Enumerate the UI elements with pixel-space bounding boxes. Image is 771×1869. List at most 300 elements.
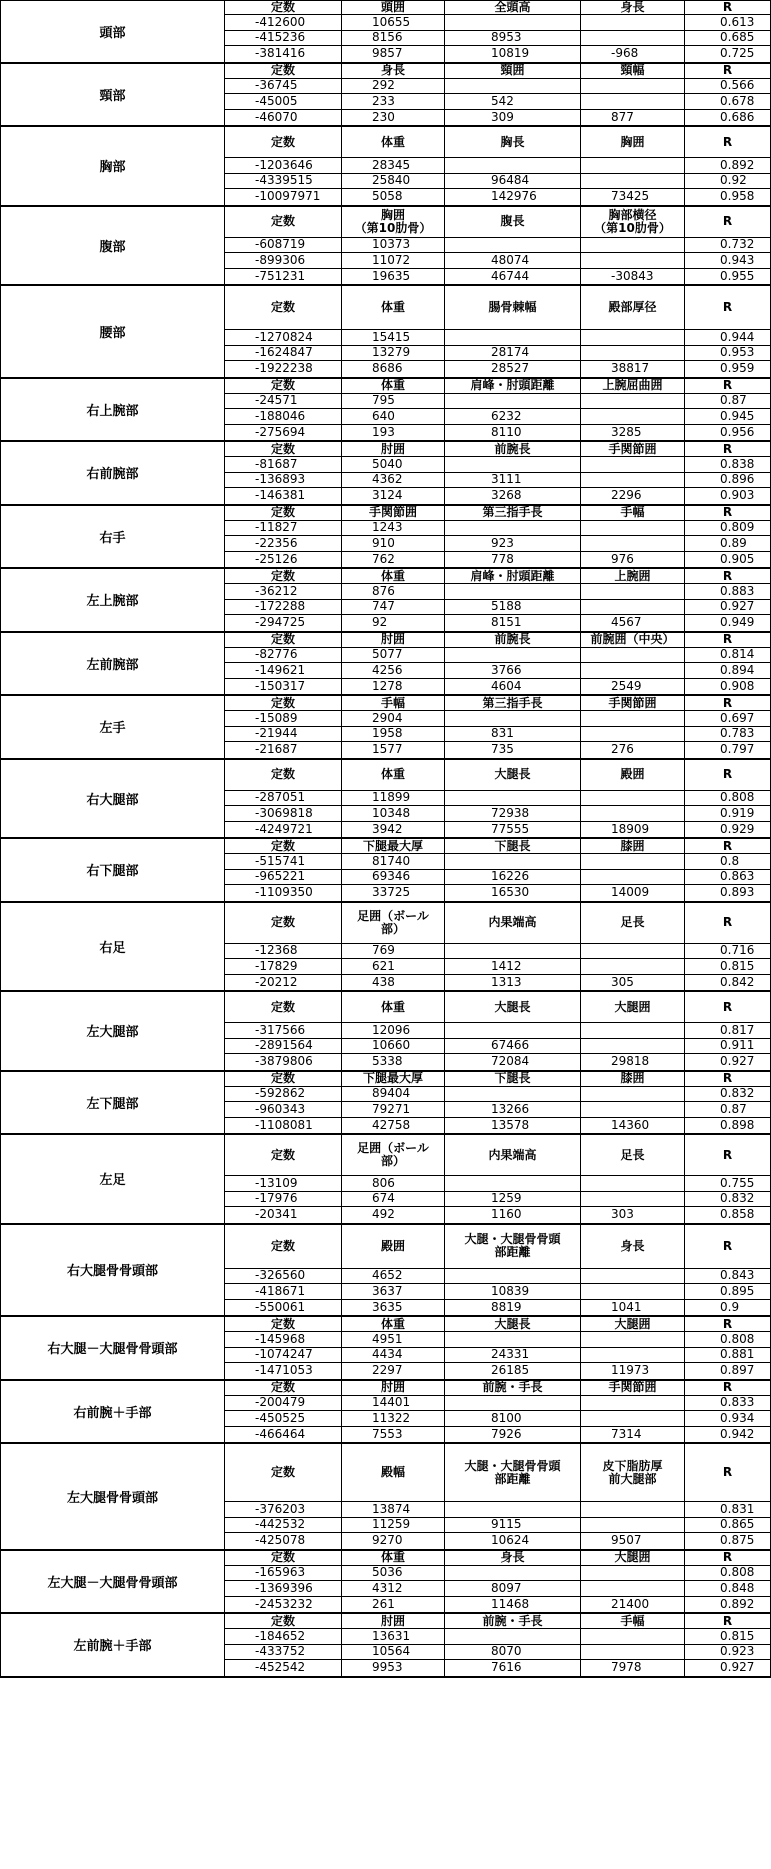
data-row bbox=[225, 361, 771, 377]
data-cell: 0.87 bbox=[685, 1102, 771, 1117]
header-row bbox=[225, 64, 771, 79]
header-row bbox=[225, 442, 771, 457]
data-cell: 674 bbox=[342, 1192, 445, 1207]
data-cell: 6232 bbox=[445, 409, 581, 424]
data-cell: 77555 bbox=[445, 822, 581, 838]
data-row bbox=[225, 1087, 771, 1103]
header-cell: 大腿・大腿骨骨頭 部距離 bbox=[445, 1225, 581, 1268]
header-cell: 膝囲 bbox=[581, 1072, 685, 1086]
data-cell bbox=[581, 394, 685, 409]
header-cell: 体重 bbox=[342, 1317, 445, 1331]
header-cell: 足長 bbox=[581, 903, 685, 943]
header-cell: 大腿・大腿骨骨頭 部距離 bbox=[445, 1444, 581, 1501]
header-cell: 胸長 bbox=[445, 127, 581, 157]
header-cell: 身長 bbox=[342, 64, 445, 78]
data-cell: 492 bbox=[342, 1207, 445, 1223]
data-cell bbox=[581, 1502, 685, 1517]
data-cell: 81740 bbox=[342, 854, 445, 869]
data-cell: 16226 bbox=[445, 870, 581, 885]
data-row bbox=[225, 1533, 771, 1549]
data-cell: 13874 bbox=[342, 1502, 445, 1517]
segment-group bbox=[0, 64, 771, 128]
data-cell: -2891564 bbox=[225, 1039, 342, 1054]
data-cell bbox=[581, 1176, 685, 1191]
data-cell: -149621 bbox=[225, 663, 342, 678]
data-cell: 0.815 bbox=[685, 1629, 771, 1644]
data-cell: 0.848 bbox=[685, 1581, 771, 1596]
data-cell: 7978 bbox=[581, 1660, 685, 1676]
data-cell: 28174 bbox=[445, 346, 581, 361]
header-cell: 下腿最大厚 bbox=[342, 839, 445, 853]
header-cell: 上腕屈曲囲 bbox=[581, 379, 685, 393]
header-cell: R bbox=[685, 1072, 771, 1086]
header-cell: 体重 bbox=[342, 1551, 445, 1565]
header-cell: 前腕・手長 bbox=[445, 1614, 581, 1628]
data-cell bbox=[581, 31, 685, 46]
header-cell: 肘囲 bbox=[342, 633, 445, 647]
data-cell bbox=[581, 1269, 685, 1284]
data-cell bbox=[445, 394, 581, 409]
data-cell: 26185 bbox=[445, 1363, 581, 1379]
data-cell: 8953 bbox=[445, 31, 581, 46]
header-cell: 手関節囲 bbox=[581, 696, 685, 710]
data-cell: -960343 bbox=[225, 1102, 342, 1117]
header-cell: 皮下脂肪厚 前大腿部 bbox=[581, 1444, 685, 1501]
data-row bbox=[225, 409, 771, 425]
data-row bbox=[225, 1300, 771, 1316]
segment-group bbox=[0, 1225, 771, 1318]
header-cell: R bbox=[685, 839, 771, 853]
data-row bbox=[225, 79, 771, 95]
data-cell: 0.809 bbox=[685, 521, 771, 536]
data-cell: 276 bbox=[581, 742, 685, 758]
data-cell: -326560 bbox=[225, 1269, 342, 1284]
data-cell: 1243 bbox=[342, 521, 445, 536]
data-cell: 10839 bbox=[445, 1284, 581, 1299]
data-cell: 9953 bbox=[342, 1660, 445, 1676]
data-cell: 0.858 bbox=[685, 1207, 771, 1223]
data-cell: -450525 bbox=[225, 1411, 342, 1426]
data-cell: 4652 bbox=[342, 1269, 445, 1284]
data-row bbox=[225, 31, 771, 47]
header-cell: 手関節囲 bbox=[581, 1381, 685, 1395]
data-cell: 0.808 bbox=[685, 1332, 771, 1347]
data-cell: 1412 bbox=[445, 959, 581, 974]
data-cell: 0.942 bbox=[685, 1427, 771, 1443]
header-cell: 手関節囲 bbox=[581, 442, 685, 456]
header-cell: 定数 bbox=[225, 1, 342, 14]
data-cell: -82776 bbox=[225, 648, 342, 663]
segment-name: 左手 bbox=[0, 696, 225, 758]
data-cell: -3879806 bbox=[225, 1054, 342, 1070]
header-row bbox=[225, 127, 771, 158]
data-cell: 0.863 bbox=[685, 870, 771, 885]
segment-name: 左大腿－大腿骨骨頭部 bbox=[0, 1551, 225, 1613]
data-cell: 89404 bbox=[342, 1087, 445, 1102]
data-cell: 10660 bbox=[342, 1039, 445, 1054]
header-row bbox=[225, 1381, 771, 1396]
data-cell: 0.842 bbox=[685, 975, 771, 991]
segment-group bbox=[0, 696, 771, 760]
data-cell bbox=[581, 409, 685, 424]
data-cell: -136893 bbox=[225, 473, 342, 488]
data-row bbox=[225, 679, 771, 695]
segment-name: 腹部 bbox=[0, 207, 225, 285]
data-cell: 0.892 bbox=[685, 158, 771, 173]
header-cell: 定数 bbox=[225, 839, 342, 853]
data-cell: 0.797 bbox=[685, 742, 771, 758]
header-cell: 前腕長 bbox=[445, 442, 581, 456]
data-cell: -200479 bbox=[225, 1396, 342, 1411]
data-row bbox=[225, 822, 771, 838]
header-cell: 足囲（ボール 部） bbox=[342, 1135, 445, 1175]
data-cell: 0.8 bbox=[685, 854, 771, 869]
data-cell: 0.927 bbox=[685, 1054, 771, 1070]
header-cell: 膝囲 bbox=[581, 839, 685, 853]
data-row bbox=[225, 1660, 771, 1676]
data-cell: 230 bbox=[342, 110, 445, 126]
data-row bbox=[225, 346, 771, 362]
header-row bbox=[225, 1072, 771, 1087]
data-cell: 4256 bbox=[342, 663, 445, 678]
header-cell: 頸幅 bbox=[581, 64, 685, 78]
data-cell: 21400 bbox=[581, 1597, 685, 1613]
data-cell bbox=[581, 806, 685, 821]
header-cell: 殿囲 bbox=[581, 760, 685, 790]
data-cell bbox=[581, 584, 685, 599]
data-cell: -22356 bbox=[225, 536, 342, 551]
header-cell: 足囲（ボール 部） bbox=[342, 903, 445, 943]
data-row bbox=[225, 1629, 771, 1645]
segment-name: 右手 bbox=[0, 506, 225, 568]
data-cell: 67466 bbox=[445, 1039, 581, 1054]
data-cell: 10819 bbox=[445, 46, 581, 62]
data-cell bbox=[445, 15, 581, 30]
header-cell: 定数 bbox=[225, 1225, 342, 1268]
data-cell bbox=[581, 870, 685, 885]
data-cell: 0.897 bbox=[685, 1363, 771, 1379]
data-cell: 7616 bbox=[445, 1660, 581, 1676]
header-cell: 定数 bbox=[225, 506, 342, 520]
header-cell: 腹長 bbox=[445, 207, 581, 237]
data-cell: -592862 bbox=[225, 1087, 342, 1102]
data-cell: 28345 bbox=[342, 158, 445, 173]
data-cell: 1958 bbox=[342, 727, 445, 742]
segment-group bbox=[0, 286, 771, 379]
data-cell bbox=[581, 663, 685, 678]
data-cell bbox=[581, 854, 685, 869]
header-cell: 定数 bbox=[225, 207, 342, 237]
data-cell: 13578 bbox=[445, 1118, 581, 1134]
data-cell: 0.831 bbox=[685, 1502, 771, 1517]
segment-name: 右大腿部 bbox=[0, 760, 225, 838]
data-cell: -968 bbox=[581, 46, 685, 62]
data-cell: 0.89 bbox=[685, 536, 771, 551]
data-cell: 2296 bbox=[581, 488, 685, 504]
header-row bbox=[225, 569, 771, 584]
data-cell bbox=[581, 94, 685, 109]
data-cell: 72084 bbox=[445, 1054, 581, 1070]
header-cell: R bbox=[685, 992, 771, 1022]
data-cell bbox=[445, 1629, 581, 1644]
data-cell: 1278 bbox=[342, 679, 445, 695]
header-cell: 体重 bbox=[342, 760, 445, 790]
data-cell bbox=[581, 1192, 685, 1207]
data-row bbox=[225, 253, 771, 269]
data-row bbox=[225, 1118, 771, 1134]
data-cell: 4434 bbox=[342, 1348, 445, 1363]
header-cell: 内果端高 bbox=[445, 1135, 581, 1175]
data-cell bbox=[581, 521, 685, 536]
data-cell: 193 bbox=[342, 425, 445, 441]
header-row bbox=[225, 1135, 771, 1176]
data-cell: -452542 bbox=[225, 1660, 342, 1676]
data-cell: 3942 bbox=[342, 822, 445, 838]
data-cell: 11322 bbox=[342, 1411, 445, 1426]
data-cell: 8100 bbox=[445, 1411, 581, 1426]
data-cell: 11899 bbox=[342, 791, 445, 806]
data-cell: 0.955 bbox=[685, 269, 771, 285]
data-cell: 0.843 bbox=[685, 1269, 771, 1284]
data-cell: 303 bbox=[581, 1207, 685, 1223]
data-row bbox=[225, 94, 771, 110]
header-cell: 大腿長 bbox=[445, 760, 581, 790]
data-cell: 8097 bbox=[445, 1581, 581, 1596]
data-cell: -412600 bbox=[225, 15, 342, 30]
header-cell: 殿囲 bbox=[342, 1225, 445, 1268]
data-row bbox=[225, 885, 771, 901]
data-cell: 0.716 bbox=[685, 944, 771, 959]
data-cell: 9270 bbox=[342, 1533, 445, 1549]
data-cell: 233 bbox=[342, 94, 445, 109]
data-cell: 0.923 bbox=[685, 1645, 771, 1660]
data-cell: 0.838 bbox=[685, 457, 771, 472]
data-cell: 0.908 bbox=[685, 679, 771, 695]
header-cell: R bbox=[685, 1225, 771, 1268]
data-cell: 8156 bbox=[342, 31, 445, 46]
segment-name: 右前腕＋手部 bbox=[0, 1381, 225, 1443]
header-cell: R bbox=[685, 1444, 771, 1501]
data-cell: 0.958 bbox=[685, 189, 771, 205]
data-cell bbox=[581, 536, 685, 551]
header-cell: 胸囲 （第10肋骨） bbox=[342, 207, 445, 237]
data-cell: -550061 bbox=[225, 1300, 342, 1316]
data-cell: 2904 bbox=[342, 711, 445, 726]
header-row bbox=[225, 506, 771, 521]
data-cell: -1369396 bbox=[225, 1581, 342, 1596]
data-cell: 910 bbox=[342, 536, 445, 551]
data-row bbox=[225, 1102, 771, 1118]
data-cell: 0.817 bbox=[685, 1023, 771, 1038]
header-cell: 定数 bbox=[225, 1317, 342, 1331]
data-cell: -21944 bbox=[225, 727, 342, 742]
data-cell bbox=[445, 944, 581, 959]
data-cell bbox=[445, 521, 581, 536]
data-cell: -275694 bbox=[225, 425, 342, 441]
header-row bbox=[225, 992, 771, 1023]
data-row bbox=[225, 870, 771, 886]
data-cell bbox=[581, 1348, 685, 1363]
data-cell: 0.883 bbox=[685, 584, 771, 599]
header-cell: 定数 bbox=[225, 442, 342, 456]
data-row bbox=[225, 330, 771, 346]
data-cell: 0.911 bbox=[685, 1039, 771, 1054]
segment-group bbox=[0, 379, 771, 443]
data-cell: 5036 bbox=[342, 1566, 445, 1581]
data-cell bbox=[445, 238, 581, 253]
data-cell: -3069818 bbox=[225, 806, 342, 821]
data-cell: 0.956 bbox=[685, 425, 771, 441]
data-cell: 73425 bbox=[581, 189, 685, 205]
segment-name: 左足 bbox=[0, 1135, 225, 1223]
data-cell: 14009 bbox=[581, 885, 685, 901]
data-cell: 25840 bbox=[342, 174, 445, 189]
segment-name: 左下腿部 bbox=[0, 1072, 225, 1134]
data-row bbox=[225, 1427, 771, 1443]
header-row bbox=[225, 633, 771, 648]
data-row bbox=[225, 1411, 771, 1427]
header-cell: 身長 bbox=[445, 1551, 581, 1565]
data-cell bbox=[445, 1023, 581, 1038]
data-row bbox=[225, 473, 771, 489]
data-cell: -1109350 bbox=[225, 885, 342, 901]
data-cell: 0.732 bbox=[685, 238, 771, 253]
data-cell: 0.566 bbox=[685, 79, 771, 94]
data-cell: 5338 bbox=[342, 1054, 445, 1070]
header-cell: 定数 bbox=[225, 286, 342, 329]
header-cell: 定数 bbox=[225, 64, 342, 78]
header-cell: 第三指手長 bbox=[445, 696, 581, 710]
segment-group bbox=[0, 506, 771, 570]
header-cell: 体重 bbox=[342, 286, 445, 329]
header-cell: 肘囲 bbox=[342, 1614, 445, 1628]
data-cell bbox=[581, 1087, 685, 1102]
header-cell: 第三指手長 bbox=[445, 506, 581, 520]
data-cell: 14401 bbox=[342, 1396, 445, 1411]
data-cell: 621 bbox=[342, 959, 445, 974]
header-row bbox=[225, 696, 771, 711]
data-cell: 305 bbox=[581, 975, 685, 991]
header-cell: R bbox=[685, 127, 771, 157]
data-cell: 0.832 bbox=[685, 1087, 771, 1102]
data-cell bbox=[581, 711, 685, 726]
data-row bbox=[225, 110, 771, 126]
segment-group bbox=[0, 1135, 771, 1225]
data-cell: 42758 bbox=[342, 1118, 445, 1134]
data-cell: 0.92 bbox=[685, 174, 771, 189]
data-cell: -146381 bbox=[225, 488, 342, 504]
data-cell: 0.678 bbox=[685, 94, 771, 109]
data-cell: 0.943 bbox=[685, 253, 771, 268]
data-cell bbox=[581, 238, 685, 253]
segment-group bbox=[0, 760, 771, 840]
data-cell: 0.9 bbox=[685, 1300, 771, 1316]
header-cell: R bbox=[685, 1317, 771, 1331]
header-cell: 下腿長 bbox=[445, 1072, 581, 1086]
data-row bbox=[225, 552, 771, 568]
data-cell: 4604 bbox=[445, 679, 581, 695]
header-cell: R bbox=[685, 506, 771, 520]
data-row bbox=[225, 1645, 771, 1661]
segment-group bbox=[0, 127, 771, 207]
data-row bbox=[225, 1269, 771, 1285]
data-cell: 5188 bbox=[445, 600, 581, 615]
header-cell: 殿幅 bbox=[342, 1444, 445, 1501]
data-cell bbox=[445, 791, 581, 806]
segment-group bbox=[0, 1614, 771, 1678]
header-cell: 全頭高 bbox=[445, 1, 581, 14]
data-cell: 0.927 bbox=[685, 600, 771, 615]
data-cell: 3124 bbox=[342, 488, 445, 504]
header-cell: 胸部横径 （第10肋骨） bbox=[581, 207, 685, 237]
header-cell: 定数 bbox=[225, 633, 342, 647]
header-row bbox=[225, 760, 771, 791]
data-cell: -294725 bbox=[225, 615, 342, 631]
header-cell: 腸骨棘幅 bbox=[445, 286, 581, 329]
data-cell: 1041 bbox=[581, 1300, 685, 1316]
header-row bbox=[225, 1551, 771, 1566]
segment-group bbox=[0, 207, 771, 287]
data-row bbox=[225, 944, 771, 960]
header-cell: 大腿長 bbox=[445, 1317, 581, 1331]
data-cell bbox=[581, 330, 685, 345]
data-cell: 5058 bbox=[342, 189, 445, 205]
segment-name: 左大腿骨骨頭部 bbox=[0, 1444, 225, 1549]
data-cell: 13631 bbox=[342, 1629, 445, 1644]
data-row bbox=[225, 1176, 771, 1192]
data-cell: 769 bbox=[342, 944, 445, 959]
data-cell: 69346 bbox=[342, 870, 445, 885]
header-cell: 頭囲 bbox=[342, 1, 445, 14]
segment-group bbox=[0, 1317, 771, 1381]
data-cell: -1624847 bbox=[225, 346, 342, 361]
data-cell: -145968 bbox=[225, 1332, 342, 1347]
header-cell: 手幅 bbox=[342, 696, 445, 710]
data-cell: -1074247 bbox=[225, 1348, 342, 1363]
data-cell: 0.833 bbox=[685, 1396, 771, 1411]
data-cell: 806 bbox=[342, 1176, 445, 1191]
data-cell: 46744 bbox=[445, 269, 581, 285]
data-cell: 8070 bbox=[445, 1645, 581, 1660]
data-cell: 48074 bbox=[445, 253, 581, 268]
data-cell: -15089 bbox=[225, 711, 342, 726]
data-cell: 795 bbox=[342, 394, 445, 409]
data-cell bbox=[445, 1176, 581, 1191]
header-cell: 手幅 bbox=[581, 1614, 685, 1628]
data-cell: 0.898 bbox=[685, 1118, 771, 1134]
data-cell: 10373 bbox=[342, 238, 445, 253]
segment-group bbox=[0, 1381, 771, 1445]
header-row bbox=[225, 1614, 771, 1629]
data-row bbox=[225, 1348, 771, 1364]
data-cell: 11973 bbox=[581, 1363, 685, 1379]
data-row bbox=[225, 46, 771, 62]
data-cell: 4362 bbox=[342, 473, 445, 488]
data-cell: -751231 bbox=[225, 269, 342, 285]
data-row bbox=[225, 742, 771, 758]
header-cell: 手幅 bbox=[581, 506, 685, 520]
data-cell: 38817 bbox=[581, 361, 685, 377]
data-cell bbox=[581, 253, 685, 268]
header-cell: 殿部厚径 bbox=[581, 286, 685, 329]
data-cell: 2297 bbox=[342, 1363, 445, 1379]
segment-name: 頸部 bbox=[0, 64, 225, 126]
data-cell: 8686 bbox=[342, 361, 445, 377]
data-cell: -172288 bbox=[225, 600, 342, 615]
segment-name: 左大腿部 bbox=[0, 992, 225, 1070]
data-cell: 4312 bbox=[342, 1581, 445, 1596]
header-cell: R bbox=[685, 64, 771, 78]
